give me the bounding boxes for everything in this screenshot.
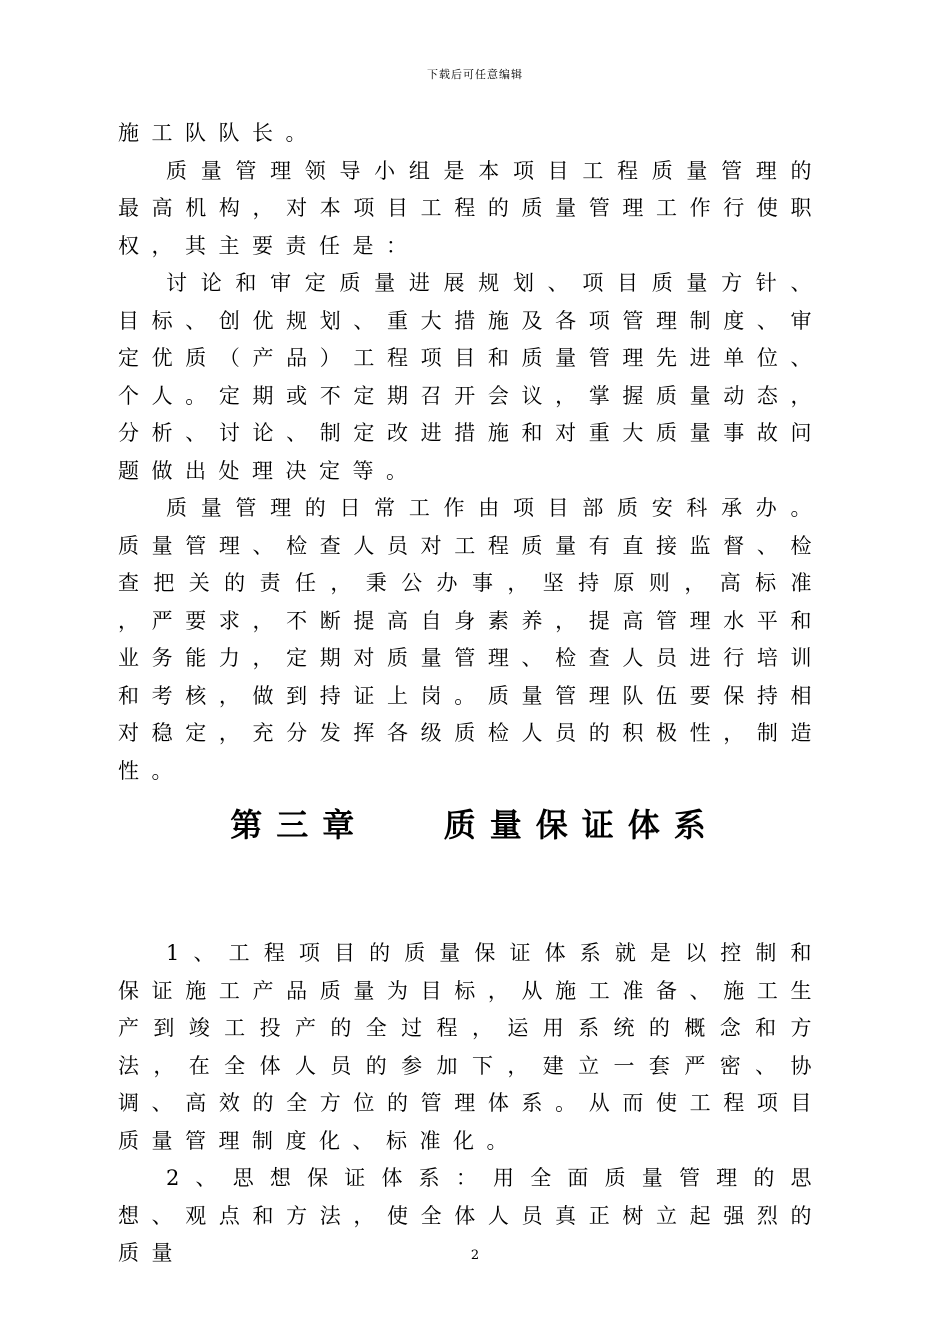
paragraph-continuation: 施工队队长。 (118, 121, 319, 145)
paragraph-daily-work: 质量管理的日常工作由项目部质安科承办。质量管理、检查人员对工程质量有直接监督、检查把关的责任，秉公办事，坚持原则，高标准 ，严要求，不断提高自身素养，提高管理水平和业务能力，定期对质量管理、检查人员进行培训和考核，做到持证上岗。质量管理队伍要保持相对稳定，充分发挥各级质检人员的积极性，制造性。 (118, 496, 824, 783)
paragraph-responsibilities: 讨论和审定质量进展规划、项目质量方针、目标、创优规划、重大措施及各项管理制度、审定优质（产品）工程项目和质量管理先进单位、个人。定期或不定期召开会议，掌握质量动态，分析、讨论、制定改进措施和对重大质量事故问题做出处理决定等。 (118, 271, 824, 483)
paragraph-ideology-system: 2、思想保证体系：用全面质量管理的思想、观点和方法，使全体人员真正树立起强烈的质量 (118, 1166, 824, 1265)
body-section-top (118, 115, 824, 790)
paragraph-quality-system: 1、工程项目的质量保证体系就是以控制和保证施工产品质量为目标，从施工准备、施工生产到竣工投产的全过程，运用系统的概念和方法，在全体人员的参加下，建立一套严密、协调、高效的全方位的管理体系。从而使工程项目质量管理制度化、标准化。 (118, 941, 824, 1153)
body-section-bottom (118, 935, 824, 1273)
page-header-note: 下载后可任意编辑 (427, 68, 523, 81)
page-number: 2 (470, 1248, 480, 1263)
paragraph-leadership-group: 质量管理领导小组是本项目工程质量管理的最高机构，对本项目工程的质量管理工作行使职权，其主要责任是： (118, 158, 824, 258)
chapter-title: 第三章 质量保证体系 (230, 806, 720, 844)
